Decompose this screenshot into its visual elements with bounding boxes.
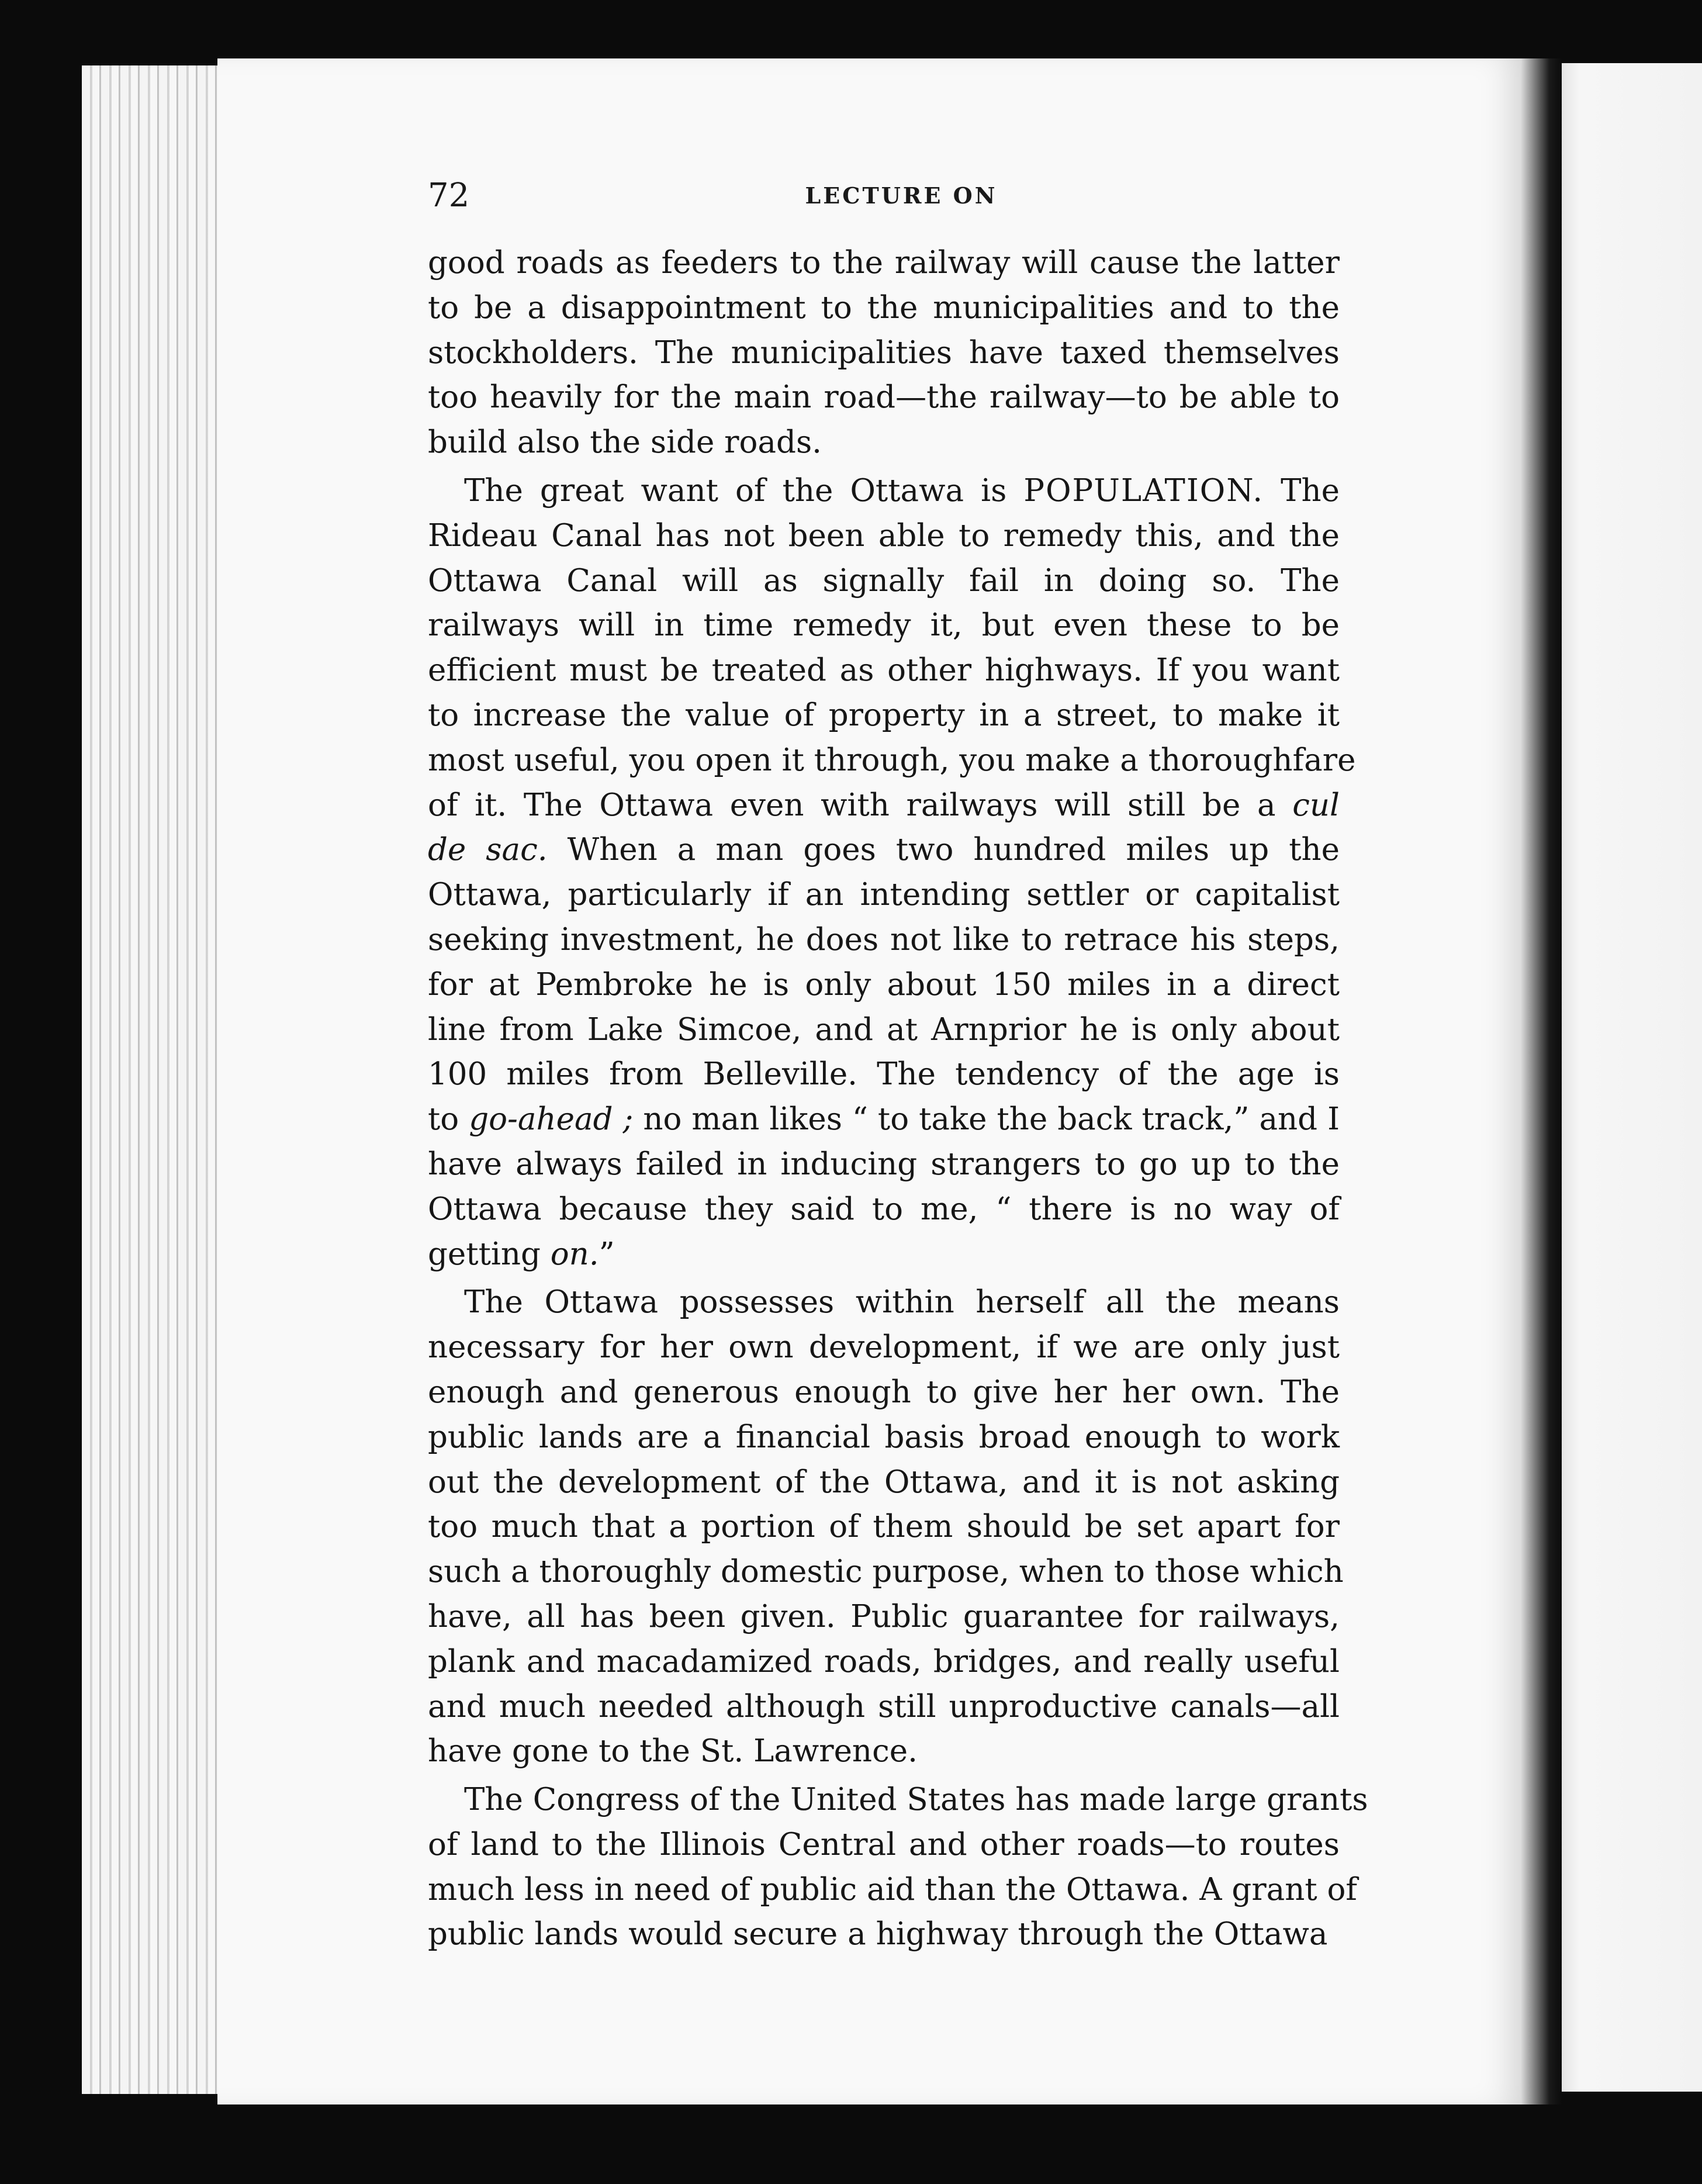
text-line: seeking investment, he does not like to retrace his steps, [428, 921, 1340, 958]
text-line: much less in need of public aid than the Ottawa. A grant of [428, 1871, 1358, 1907]
text-line: have gone to the St. Lawrence. [428, 1733, 918, 1770]
page-header [428, 172, 1340, 225]
text-line: for at Pembroke he is only about 150 miles in a direct [428, 966, 1340, 1003]
text-line: too much that a portion of them should be set apart for [428, 1509, 1340, 1545]
paragraph [428, 469, 1356, 1277]
text-line: Ottawa, particularly if an intending settler or capitalist [428, 877, 1340, 913]
text-line: public lands are a financial basis broad enough to work [428, 1419, 1340, 1455]
paragraph [428, 1280, 1344, 1774]
text-line: and much needed although still unproductive canals—all [428, 1688, 1340, 1725]
text-line: getting on.” [428, 1236, 615, 1272]
text-line: have always failed in inducing strangers to go up to the [428, 1146, 1340, 1182]
text-line: of it. The Ottawa even with railways will still be a cul [428, 787, 1340, 823]
text-line: The great want of the Ottawa is POPULATION. The [464, 472, 1340, 509]
text-line: stockholders. The municipalities have taxed themselves [428, 334, 1340, 371]
text-line: railways will in time remedy it, but even these to be [428, 607, 1340, 644]
text-line: to be a disappointment to the municipalities and to the [428, 289, 1340, 326]
text-line: The Congress of the United States has made large grants [464, 1782, 1368, 1818]
running-head: LECTURE ON [805, 182, 998, 209]
text-line: necessary for her own development, if we are only just [428, 1329, 1340, 1366]
text-line: build also the side roads. [428, 424, 822, 461]
text-line: such a thoroughly domestic purpose, when to those which [428, 1554, 1344, 1590]
page-edges-left [82, 65, 222, 2094]
text-line: de sac. When a man goes two hundred miles up the [428, 832, 1340, 868]
text-line: good roads as feeders to the railway will cause the latter [428, 245, 1340, 281]
text-line: most useful, you open it through, you make a thoroughfare [428, 742, 1356, 778]
text-line: too heavily for the main road—the railway—to be able to [428, 379, 1340, 416]
text-line: line from Lake Simcoe, and at Arnprior he is only about [428, 1011, 1340, 1048]
text-line: efficient must be treated as other highways. If you want [428, 652, 1340, 689]
text-line: have, all has been given. Public guarantee for railways, [428, 1598, 1340, 1634]
paragraph [428, 1778, 1368, 1957]
next-page-edge [1562, 63, 1702, 2092]
text-line: enough and generous enough to give her her own. The [428, 1374, 1340, 1410]
text-line: to go-ahead ; no man likes “ to take the back track,” and I [428, 1101, 1340, 1138]
text-line: The Ottawa possesses within herself all the means [464, 1284, 1340, 1321]
text-line: Rideau Canal has not been able to remedy this, and the [428, 517, 1340, 554]
text-line: public lands would secure a highway through the Ottawa [428, 1916, 1328, 1953]
text-line: of land to the Illinois Central and other roads—to routes [428, 1826, 1340, 1862]
text-line: 100 miles from Belleville. The tendency of the age is [428, 1056, 1340, 1093]
text-line: plank and macadamized roads, bridges, and really useful [428, 1643, 1340, 1680]
text-line: out the development of the Ottawa, and it is not asking [428, 1464, 1340, 1500]
text-line: to increase the value of property in a street, to make it [428, 697, 1340, 733]
text-line: Ottawa because they said to me, “ there is no way of [428, 1191, 1340, 1227]
text-line: Ottawa Canal will as signally fail in doing so. The [428, 562, 1340, 599]
page-number: 72 [428, 177, 470, 215]
book-gutter [1521, 58, 1562, 2104]
body-text [428, 241, 1368, 1957]
paragraph [428, 241, 1340, 465]
